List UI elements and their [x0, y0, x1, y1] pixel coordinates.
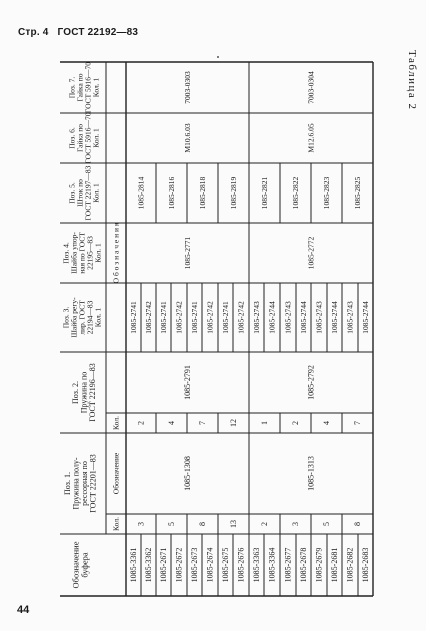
pos2-qty-cell: 2 — [136, 421, 146, 425]
header-pos7: Поз. 7. — [67, 76, 77, 99]
header-pos6: ГОСТ 5916—70 — [83, 112, 93, 164]
header-pos2: Пружина по — [79, 371, 89, 414]
pos4-cell: 1085-2771 — [183, 236, 192, 270]
pos4-cell: 1085-2772 — [306, 236, 316, 270]
buffer-cell: 1085-3361 — [129, 547, 138, 583]
header-pos1: Поз. 1. — [62, 472, 72, 495]
header-pos4: Шайба упор- — [69, 232, 79, 274]
header-pos2: ГОСТ 22196—83 — [88, 363, 97, 422]
pos5-cell: 1085-2825 — [353, 176, 362, 210]
pos3-cell: 1085-2743 — [345, 301, 355, 334]
pos3-cell: 1085-2742 — [236, 301, 246, 334]
pos5-cell: 1085-2814 — [136, 176, 146, 210]
header-pos2-qty: Кол. — [111, 416, 121, 430]
buffer-cell: 1085-2674 — [205, 547, 215, 583]
pos3-cell: 1085-2743 — [314, 301, 324, 334]
pos5-cell: 1085-2823 — [322, 176, 331, 210]
pos2-qty-cell: 7 — [353, 421, 362, 425]
header-pos7: Гайка по — [75, 73, 85, 102]
pos1-designation-cell: 1085-1313 — [306, 456, 316, 491]
pos3-cell: 1085-2741 — [159, 301, 168, 334]
pos6-cell: М10.6.03 — [183, 123, 192, 153]
buffer-cell: 1085-2675 — [221, 547, 230, 583]
pos1-qty-cell: 3 — [291, 522, 300, 526]
header-pos5: ГОСТ 22197—83 — [83, 165, 93, 221]
pos1-designation-cell: 1085-1308 — [183, 456, 192, 491]
header-pos5: Поз. 5. — [67, 182, 77, 204]
header-pos5: Шток по — [75, 179, 85, 207]
pos1-qty-cell: 2 — [260, 522, 269, 526]
pos1-qty-cell: 8 — [198, 522, 207, 526]
buffer-cell: 1085-3363 — [252, 547, 261, 583]
header-pos4: Кол. 1 — [93, 243, 103, 263]
pos2-qty-cell: 4 — [167, 421, 176, 425]
header-buffer-designation: Обозначение — [70, 541, 81, 589]
header-pos4: Поз. 4. — [61, 242, 71, 264]
pos3-cell: 1085-2741 — [221, 301, 230, 334]
pos6-cell: М12.6.05 — [306, 123, 316, 153]
buffer-cell: 1085-3362 — [144, 547, 153, 583]
header-pos1: ГОСТ 22201—83 — [88, 454, 98, 513]
pos2-qty-cell: 12 — [229, 419, 238, 427]
pos3-cell: 1085-2744 — [361, 301, 370, 334]
header-pos6: Гайка по — [75, 124, 85, 152]
pos5-cell: 1085-2816 — [167, 176, 176, 210]
pos2-designation-cell: 1085-2792 — [306, 365, 316, 400]
pos3-cell: 1085-2744 — [299, 301, 308, 334]
pos3-cell: 1085-2743 — [252, 301, 261, 334]
header-pos1-qty: Кол. — [111, 517, 121, 531]
pos5-cell: 1085-2821 — [260, 176, 269, 210]
pos1-qty-cell: 8 — [353, 522, 362, 526]
buffer-cell: 1085-2682 — [345, 547, 355, 583]
buffer-cell: 1085-2672 — [174, 547, 184, 583]
pos2-qty-cell: 2 — [291, 421, 300, 425]
pos7-cell: 7003-0303 — [183, 71, 192, 104]
buffer-cell: 1085-2678 — [299, 547, 308, 583]
table-caption: Таблица 2 — [406, 50, 418, 111]
header-pos3: Шайба регу- — [69, 297, 79, 338]
pos2-qty-cell: 1 — [260, 421, 269, 425]
header-pos3: Поз. 3. — [61, 306, 71, 329]
header-pos7: ГОСТ 5916—70 — [83, 61, 93, 114]
buffer-cell: 1085-2681 — [330, 547, 339, 583]
pos3-cell: 1085-2741 — [190, 301, 199, 334]
pos5-cell: 1085-2818 — [198, 176, 207, 210]
buffer-cell: 1085-2671 — [159, 547, 168, 583]
header-pos1: рессорная по — [79, 461, 89, 506]
pos5-cell: 1085-2819 — [229, 176, 238, 210]
header-pos4: ная по ГОСТ — [77, 232, 87, 274]
header-pos6: Кол. 1 — [91, 128, 101, 148]
pos3-cell: 1085-2742 — [144, 301, 153, 334]
pos2-qty-cell: 4 — [322, 421, 331, 425]
pos2-designation-cell: 1085-2791 — [183, 365, 192, 400]
pos3-cell: 1085-2743 — [283, 301, 293, 334]
buffer-cell: 1085-3364 — [267, 547, 277, 583]
pos3-cell: 1085-2742 — [205, 301, 215, 334]
pos3-cell: 1085-2744 — [267, 301, 277, 334]
pos2-qty-cell: 7 — [198, 421, 207, 425]
pos3-cell: 1085-2742 — [174, 301, 184, 334]
pos1-qty-cell: 5 — [167, 522, 176, 526]
header-pos3: лир. ГОСТ — [77, 300, 87, 335]
header-buffer-designation: буфера — [79, 552, 90, 578]
pos3-cell: 1085-2741 — [129, 301, 138, 334]
buffer-cell: 1085-2676 — [236, 547, 246, 583]
header-pos1: Пружина полу- — [71, 457, 81, 510]
pos7-cell: 7003-0304 — [306, 71, 316, 104]
pos1-qty-cell: 3 — [136, 522, 146, 526]
header-pos1-designation: Обозначение — [111, 452, 121, 495]
header-pos4: 22195—83 — [85, 236, 95, 270]
header-pos7: Кол. 1 — [91, 77, 101, 98]
header-pos5: Кол. 1 — [91, 183, 101, 203]
header-pos3: Кол. 1 — [93, 307, 103, 328]
buffer-cell: 1085-2679 — [314, 547, 324, 583]
pos1-qty-cell: 5 — [322, 522, 331, 526]
header-pos6: Поз. 6. — [67, 127, 77, 149]
header-designations: О б о з н а ч е н и я — [111, 222, 121, 284]
pos3-cell: 1085-2744 — [330, 301, 339, 334]
pos1-qty-cell: 13 — [229, 520, 238, 528]
buffer-cell: 1085-2673 — [190, 547, 199, 583]
page-number: 44 — [17, 604, 30, 616]
header-pos2: Поз. 2. — [71, 381, 80, 404]
pos5-cell: 1085-2822 — [291, 176, 300, 210]
header-pos3: 22194—83 — [85, 300, 95, 335]
buffer-cell: 1085-2677 — [283, 547, 293, 583]
buffer-cell: 1085-2683 — [361, 547, 370, 583]
page-header: Стр. 4 ГОСТ 22192—83 — [18, 27, 139, 38]
